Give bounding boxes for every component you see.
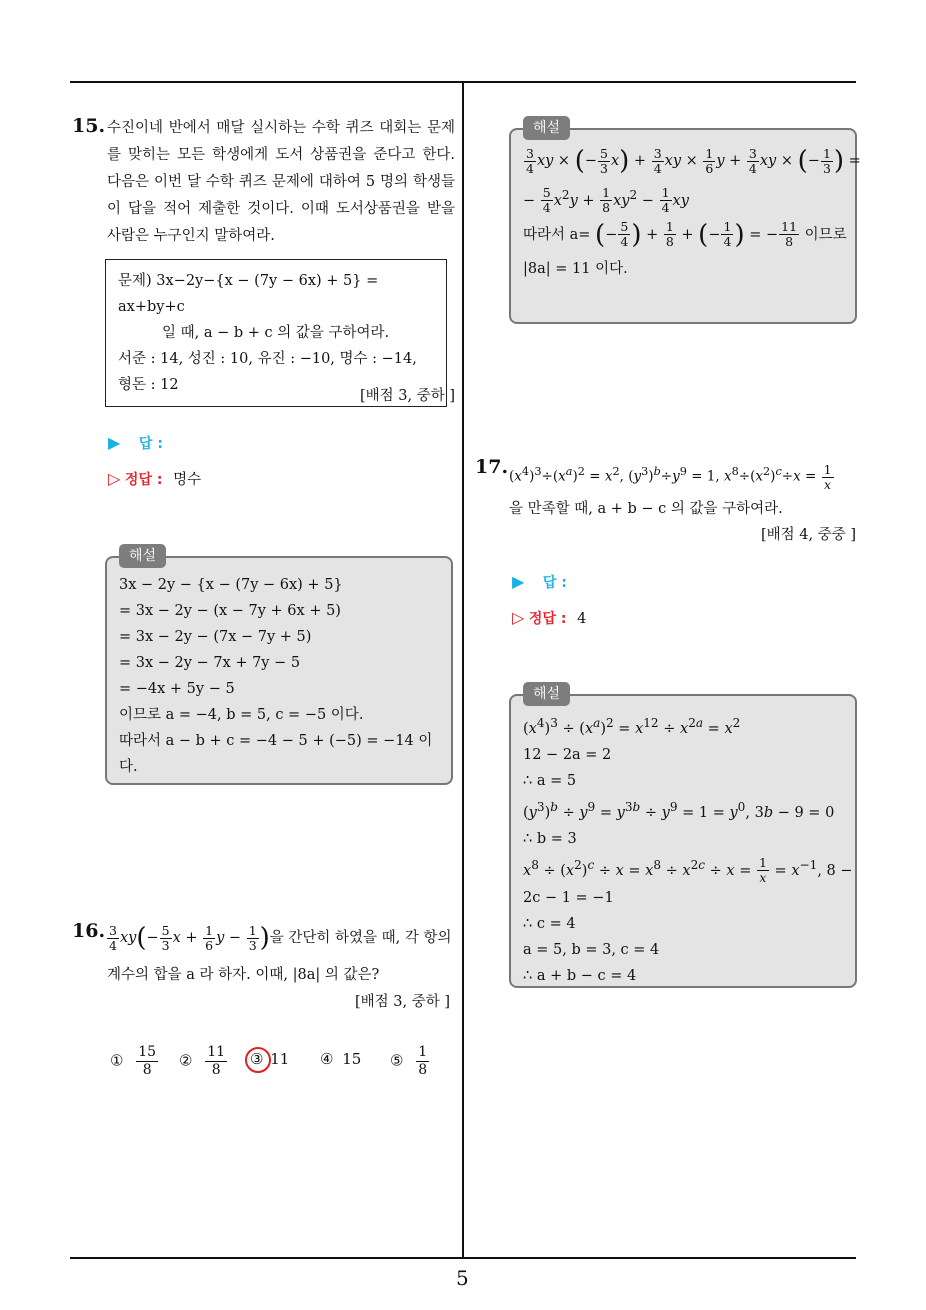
- q15-correct-label: 정답 :: [124, 472, 163, 488]
- q15-text: 수진이네 반에서 매달 실시하는 수학 퀴즈 대회는 문제를 맞히는 모든 학생에게 도서 상품권을 준다고 한다. 다음은 이번 달 수학 퀴즈 문제에 대하여 5 명의 학생들이 답을 적어 제출한 것이다. 이때 도서상품권을 받을 사람은 누구인지 말하여라.: [107, 120, 455, 244]
- q16-line1: $\frac{3}{4}$ xy(− $\frac{5}{3}$ x + $\frac{1}{6}$ y − $\frac{1}{3}$ )을 간단히 하였을 때, 각 항의: [109, 922, 452, 953]
- play-triangle-icon: ▶: [108, 433, 121, 452]
- q15-sol-line: 따라서 a − b + c = −4 − 5 + (−5) = −14 이다.: [119, 733, 433, 775]
- selected-answer-circle-icon: [245, 1047, 271, 1073]
- q17-sol-line: ∴ b = 3: [523, 830, 577, 847]
- q17-answer-row: [512, 568, 567, 597]
- q17-sol-line: ∴ c = 4: [523, 915, 576, 932]
- q17-sol-line: $x^8 \div (x^2)^c \div x = x^8 \div x^{2c} \div x$ = $\frac{1}{x}$ = $x^{-1}$, 8 −: [523, 854, 853, 885]
- play-triangle-icon: ▶: [512, 572, 525, 591]
- q15-solution-tag: 해설: [119, 544, 166, 568]
- q16-option-5[interactable]: ⑤ $\frac{1}{8}$: [390, 1044, 428, 1078]
- q16-line2: 계수의 합을 a 라 하자. 이때, |8a| 의 값은?: [107, 967, 380, 983]
- outline-triangle-icon: ▷: [512, 608, 525, 627]
- q15-sol-line: = 3x − 2y − 7x + 7y − 5: [119, 655, 301, 671]
- q16-score: [배점 3, 중하 ]: [354, 994, 450, 1010]
- q15-box-line4: 형돈 : 12: [118, 377, 179, 393]
- q17-sol-line: a = 5, b = 3, c = 4: [523, 941, 660, 958]
- q17-correct-value: 4: [577, 611, 587, 627]
- q17-sol-line: $(y^3)^b \div y^9 = y^{3b} \div y^9 = 1 = y^0$, 3b − 9 = 0: [523, 799, 835, 821]
- q16-text-tail: 을 간단히 하였을 때, 각 항의: [269, 930, 452, 946]
- q17-sol-line: 2c − 1 = −1: [523, 889, 614, 906]
- q17-answer-label: 답 :: [542, 575, 567, 591]
- q15-answer-row: [108, 429, 163, 458]
- page-number: 5: [456, 1266, 469, 1290]
- q15-sol-line: 이므로 a = −4, b = 5, c = −5 이다.: [119, 707, 364, 723]
- q16-sol-line: 따라서 a= (− $\frac{5}{4}$ ) + $\frac{1}{8}$ + (− $\frac{1}{4}$ ) = − $\frac{11}{8}$ 이므로: [523, 219, 847, 250]
- q15-box-line1: 문제) 3x−2y−{x − (7y − 6x) + 5} = ax+by+c: [118, 273, 379, 315]
- q17-sol-line: ∴ a = 5: [523, 772, 577, 789]
- column-divider: [462, 82, 464, 1258]
- q16-sol-line: |8a| = 11 이다.: [523, 260, 628, 277]
- q15-box-line3: 서준 : 14, 성진 : 10, 유진 : −10, 명수 : −14,: [118, 351, 417, 367]
- q15-answer-label: 답 :: [138, 436, 163, 452]
- q17-line1: $(x^4)^3\div(x^a)^2 = x^2$, $(y^3)^b\div y^9 = 1$, $x^8\div(x^2)^c\div x$ = $\frac{1}{x}$: [509, 461, 832, 492]
- q17-solution-tag: 해설: [523, 682, 570, 706]
- q15-box-line2: 일 때, a − b + c 의 값을 구하여라.: [162, 325, 390, 341]
- bottom-rule: [70, 1257, 856, 1259]
- q16-sol-line: $\frac{3}{4}$ xy × (− $\frac{5}{3}$ x) + $\frac{3}{4}$ xy × $\frac{1}{6}$ y + $\frac{3}{4}$ xy × (− $\frac{1}{3}$ ) =: [526, 145, 861, 176]
- q15-sol-line: 3x − 2y − {x − (7y − 6x) + 5}: [119, 577, 343, 593]
- q16-option-3[interactable]: ③ 11: [250, 1050, 290, 1068]
- q16-sol-line: − $\frac{5}{4}$ $x^2y$ + $\frac{1}{8}$ $xy^2$ − $\frac{1}{4}$ xy: [523, 185, 689, 216]
- q15-correct-value: 명수: [173, 472, 202, 488]
- q15-sol-line: = 3x − 2y − (7x − 7y + 5): [119, 629, 312, 645]
- q17-number: 17.: [475, 456, 509, 478]
- outline-triangle-icon: ▷: [108, 469, 121, 488]
- q17-line2: 을 만족할 때, a + b − c 의 값을 구하여라.: [509, 501, 783, 517]
- q15-sol-line: = 3x − 2y − (x − 7y + 6x + 5): [119, 603, 341, 619]
- q17-sol-line: ∴ a + b − c = 4: [523, 967, 637, 984]
- q17-correct-row: [512, 604, 586, 633]
- q16-option-1[interactable]: ① $\frac{15}{8}$: [110, 1044, 157, 1078]
- q16-solution-tag: 해설: [523, 116, 570, 140]
- q16-option-2[interactable]: ② $\frac{11}{8}$: [179, 1044, 226, 1078]
- q16-number: 16.: [72, 920, 106, 942]
- q17-score: [배점 4, 중중 ]: [760, 527, 856, 543]
- q17-solution-box: [509, 686, 857, 988]
- q17-correct-label: 정답 :: [528, 611, 567, 627]
- q15-sol-line: = −4x + 5y − 5: [119, 681, 235, 697]
- q16-solution-box: [509, 120, 861, 324]
- q15-number: 15.: [72, 115, 106, 137]
- q17-sol-line: $(x^4)^3 \div (x^a)^2 = x^{12} \div x^{2a} = x^2$: [523, 716, 741, 737]
- q17-sol-line: 12 − 2a = 2: [523, 746, 612, 763]
- q15-solution-box: [105, 548, 453, 785]
- q15-score: [배점 3, 중하 ]: [359, 388, 455, 404]
- q15-correct-row: [108, 465, 201, 494]
- q16-option-4[interactable]: ④ 15: [320, 1050, 362, 1068]
